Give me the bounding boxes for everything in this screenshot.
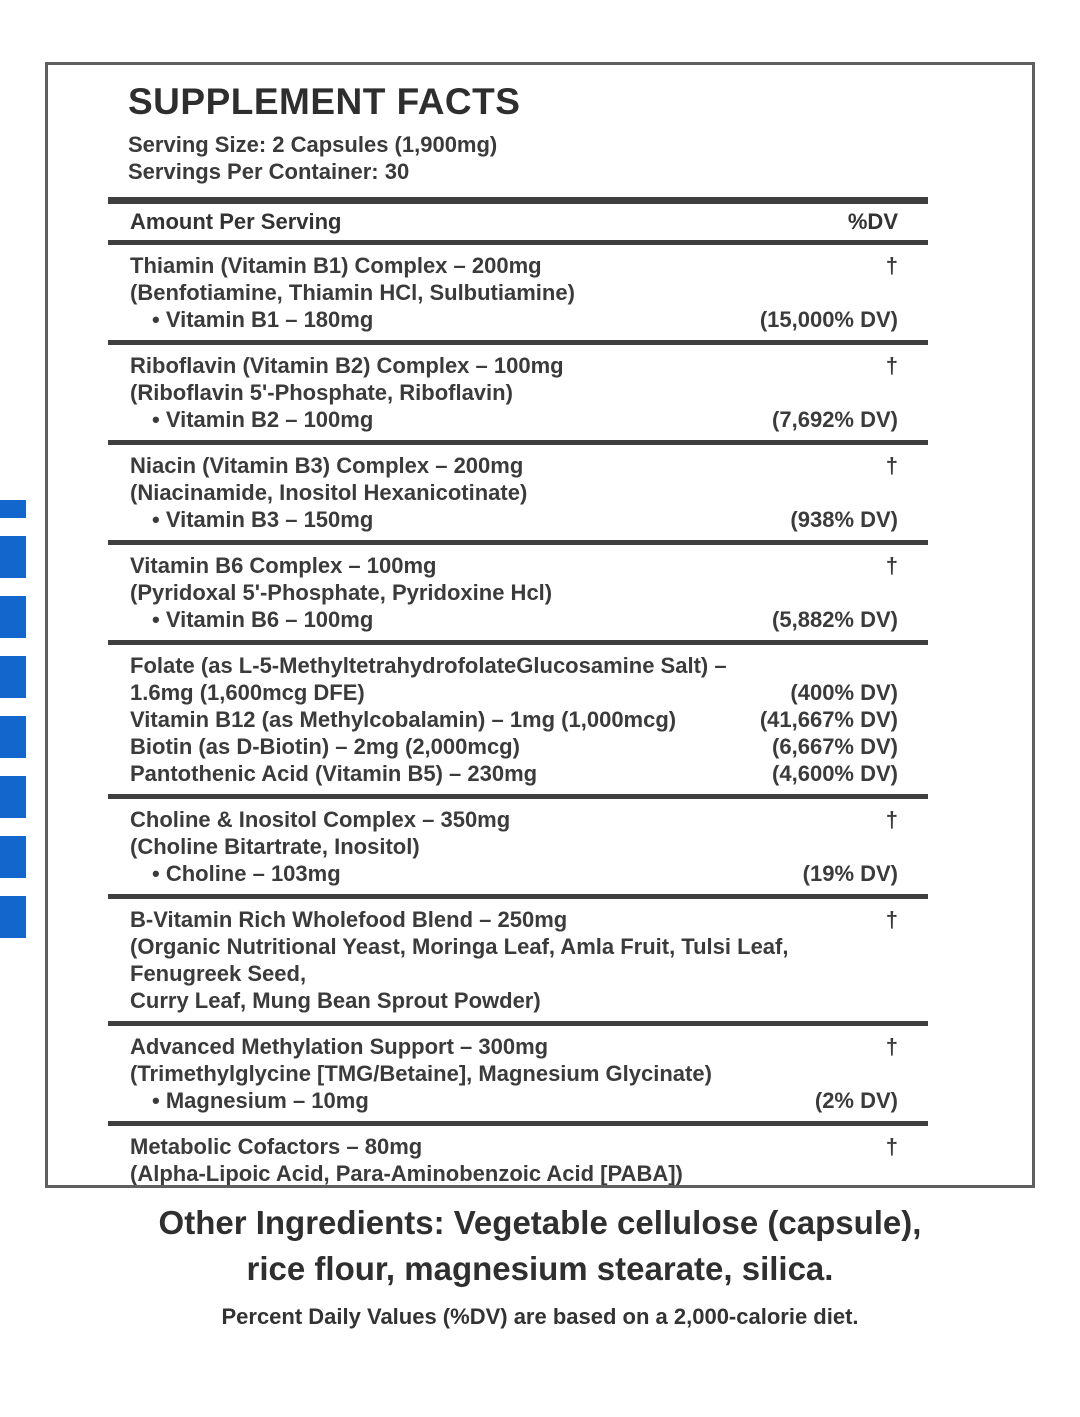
nutrient-row: [108, 1087, 928, 1114]
blue-stripe-segment: [0, 776, 26, 818]
nutrient-text: Choline & Inositol Complex – 350mg: [130, 807, 511, 832]
nutrient-row: [108, 1133, 928, 1160]
nutrient-dv-value: (15,000% DV): [759, 307, 898, 332]
nutrient-text: • Vitamin B3 – 150mg: [152, 507, 374, 532]
nutrient-dv-value: (41,667% DV): [759, 707, 898, 732]
nutrient-text: B-Vitamin Rich Wholefood Blend – 250mg: [130, 907, 568, 932]
nutrient-row: [108, 379, 928, 406]
panel-title: SUPPLEMENT FACTS: [128, 81, 521, 122]
nutrient-dv-value: (938% DV): [790, 507, 898, 532]
nutrient-dv-value: †: [885, 453, 898, 478]
nutrient-dv-value: †: [885, 1134, 898, 1159]
blue-stripe-segment: [0, 656, 26, 698]
nutrient-row: [108, 1160, 928, 1187]
nutrient-dv-value: [886, 1160, 898, 1187]
nutrient-dv-value: (19% DV): [802, 861, 898, 886]
percent-dv-header: %DV: [847, 209, 898, 234]
nutrient-text: (Niacinamide, Inositol Hexanicotinate): [130, 480, 528, 505]
nutrient-dv-value: †: [885, 1034, 898, 1059]
nutrient-text: • Vitamin B6 – 100mg: [152, 607, 374, 632]
column-header-row: [108, 204, 928, 245]
nutrient-block: [108, 540, 928, 640]
nutrient-row: [108, 279, 928, 306]
nutrient-row: [108, 406, 928, 433]
nutrient-text: Vitamin B6 Complex – 100mg: [130, 553, 437, 578]
nutrient-text: (Organic Nutritional Yeast, Moringa Leaf, Amla Fruit, Tulsi Leaf, Fenugreek Seed,: [130, 934, 789, 986]
nutrient-row: [108, 352, 928, 379]
nutrient-row: [108, 933, 928, 987]
nutrient-block: [108, 245, 928, 340]
servings-per-container-line: Servings Per Container: 30: [128, 159, 410, 184]
blue-stripe-segment: [0, 896, 26, 938]
nutrient-dv-value: †: [885, 553, 898, 578]
nutrient-text: Curry Leaf, Mung Bean Sprout Powder): [130, 988, 541, 1013]
facts-table: [108, 197, 928, 1188]
nutrient-row: [108, 1060, 928, 1087]
blue-stripe-segment: [0, 836, 26, 878]
daily-value-note: Percent Daily Values (%DV) are based on a 2,000-calorie diet.: [221, 1304, 859, 1329]
nutrient-text: Thiamin (Vitamin B1) Complex – 200mg: [130, 253, 542, 278]
nutrient-dv-value: [886, 652, 898, 679]
blue-stripe-segment: [0, 596, 26, 638]
nutrient-dv-value: [886, 579, 898, 606]
nutrient-text: (Riboflavin 5'-Phosphate, Riboflavin): [130, 380, 513, 405]
footer: [0, 1200, 1080, 1330]
other-ingredients-line-1: Other Ingredients: Vegetable cellulose (capsule),: [158, 1204, 922, 1241]
nutrient-row: [108, 679, 928, 706]
nutrient-block: [108, 640, 928, 794]
nutrient-text: • Choline – 103mg: [152, 861, 341, 886]
nutrient-block: [108, 894, 928, 1021]
nutrient-dv-value: [886, 1060, 898, 1087]
nutrient-dv-value: †: [885, 807, 898, 832]
nutrient-row: [108, 760, 928, 787]
nutrient-dv-value: [886, 933, 898, 987]
amount-per-serving-header: Amount Per Serving: [130, 209, 342, 234]
blue-stripe-segment: [0, 500, 26, 518]
nutrient-text: • Magnesium – 10mg: [152, 1088, 369, 1113]
nutrient-text: Metabolic Cofactors – 80mg: [130, 1134, 423, 1159]
nutrient-dv-value: [886, 479, 898, 506]
nutrient-dv-value: (6,667% DV): [772, 734, 898, 759]
nutrient-row: [108, 606, 928, 633]
nutrient-text: (Trimethylglycine [TMG/Betaine], Magnesium Glycinate): [130, 1061, 712, 1086]
other-ingredients-line-2: rice flour, magnesium stearate, silica.: [246, 1250, 834, 1287]
blue-stripe-segment: [0, 716, 26, 758]
nutrient-block: [108, 440, 928, 540]
nutrient-dv-value: (2% DV): [814, 1088, 898, 1113]
nutrient-row: [108, 579, 928, 606]
nutrient-dv-value: †: [885, 907, 898, 932]
nutrient-text: 1.6mg (1,600mcg DFE): [130, 680, 365, 705]
nutrient-text: (Benfotiamine, Thiamin HCl, Sulbutiamine): [130, 280, 575, 305]
nutrient-dv-value: [886, 279, 898, 306]
nutrient-dv-value: †: [885, 253, 898, 278]
blue-stripe-segment: [0, 536, 26, 578]
nutrient-row: [108, 306, 928, 333]
nutrient-text: Folate (as L-5-MethyltetrahydrofolateGlucosamine Salt) –: [130, 653, 727, 678]
nutrient-text: Pantothenic Acid (Vitamin B5) – 230mg: [130, 761, 538, 786]
nutrient-dv-value: (400% DV): [790, 680, 898, 705]
nutrient-text: Biotin (as D-Biotin) – 2mg (2,000mcg): [130, 734, 520, 759]
supplement-facts-panel: [45, 62, 1035, 1188]
panel-header: [128, 81, 1032, 185]
nutrient-text: • Vitamin B2 – 100mg: [152, 407, 374, 432]
nutrient-row: [108, 479, 928, 506]
nutrient-dv-value: [886, 833, 898, 860]
nutrient-row: [108, 506, 928, 533]
nutrient-block: [108, 340, 928, 440]
nutrient-row: [108, 806, 928, 833]
nutrient-row: [108, 1033, 928, 1060]
nutrient-text: • Vitamin B1 – 180mg: [152, 307, 374, 332]
nutrient-row: [108, 833, 928, 860]
nutrient-row: [108, 706, 928, 733]
nutrient-row: [108, 987, 928, 1014]
nutrient-text: Riboflavin (Vitamin B2) Complex – 100mg: [130, 353, 564, 378]
nutrient-block: [108, 1121, 928, 1188]
left-blue-stripe-decoration: [0, 500, 26, 938]
facts-table-body: [108, 245, 928, 1188]
nutrient-text: (Pyridoxal 5'-Phosphate, Pyridoxine Hcl): [130, 580, 553, 605]
nutrient-dv-value: (7,692% DV): [772, 407, 898, 432]
nutrient-row: [108, 906, 928, 933]
nutrient-text: Niacin (Vitamin B3) Complex – 200mg: [130, 453, 524, 478]
nutrient-dv-value: (4,600% DV): [772, 761, 898, 786]
nutrient-dv-value: (5,882% DV): [772, 607, 898, 632]
nutrient-block: [108, 794, 928, 894]
nutrient-row: [108, 252, 928, 279]
nutrient-text: (Choline Bitartrate, Inositol): [130, 834, 420, 859]
nutrient-text: Vitamin B12 (as Methylcobalamin) – 1mg (1,000mcg): [130, 707, 677, 732]
nutrient-dv-value: [886, 379, 898, 406]
nutrient-row: [108, 452, 928, 479]
nutrient-text: (Alpha-Lipoic Acid, Para-Aminobenzoic Acid [PABA]): [130, 1161, 683, 1186]
nutrient-row: [108, 860, 928, 887]
nutrient-dv-value: †: [885, 353, 898, 378]
nutrient-block: [108, 1021, 928, 1121]
serving-size-line: Serving Size: 2 Capsules (1,900mg): [128, 132, 498, 157]
nutrient-row: [108, 733, 928, 760]
nutrient-text: Advanced Methylation Support – 300mg: [130, 1034, 549, 1059]
nutrient-dv-value: [886, 987, 898, 1014]
nutrient-row: [108, 552, 928, 579]
nutrient-row: [108, 652, 928, 679]
